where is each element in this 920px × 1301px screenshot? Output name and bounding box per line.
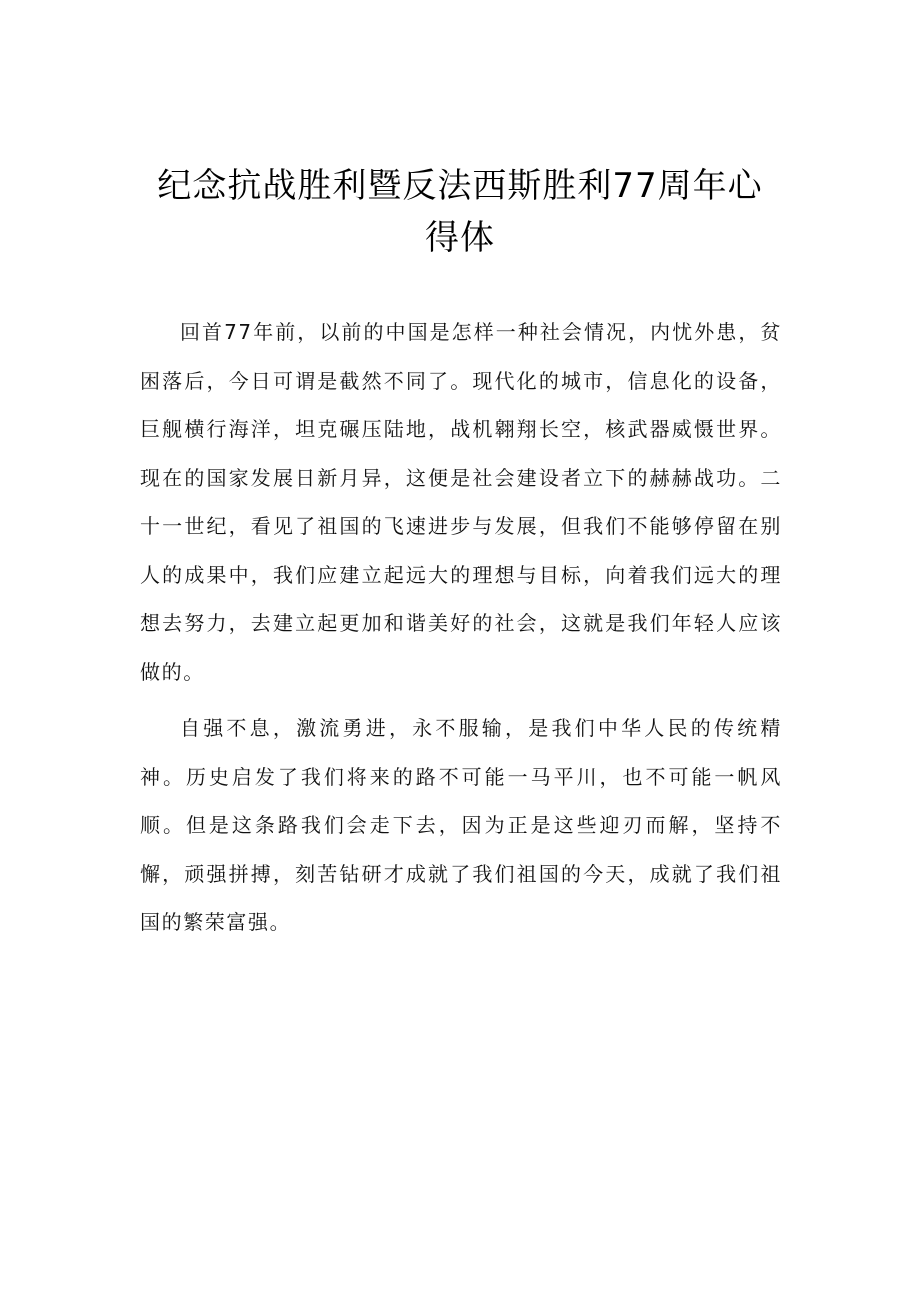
paragraph-1: 回首77年前，以前的中国是怎样一种社会情况，内忧外患，贫困落后，今日可谓是截然不同了。现代化的城市，信息化的设备，巨舰横行海洋，坦克碾压陆地，战机翱翔长空，核武器威慑世界。现在的国家发展日新月异，这便是社会建设者立下的赫赫战功。二十一世纪，看见了祖国的飞速进步与发展，但我们不能够停留在别人的成果中，我们应建立起远大的理想与目标，向着我们远大的理想去努力，去建立起更加和谐美好的社会，这就是我们年轻人应该做的。 — [140, 320, 782, 684]
document-title: 纪念抗战胜利暨反法西斯胜利77周年心得体 — [157, 166, 763, 258]
document-body — [140, 308, 782, 955]
paragraph-2: 自强不息，激流勇进，永不服输，是我们中华人民的传统精神。历史启发了我们将来的路不可能一马平川，也不可能一帆风顺。但是这条路我们会走下去，因为正是这些迎刃而解，坚持不懈，顽强拼搏，刻苦钻研才成就了我们祖国的今天，成就了我们祖国的繁荣富强。 — [140, 716, 782, 934]
